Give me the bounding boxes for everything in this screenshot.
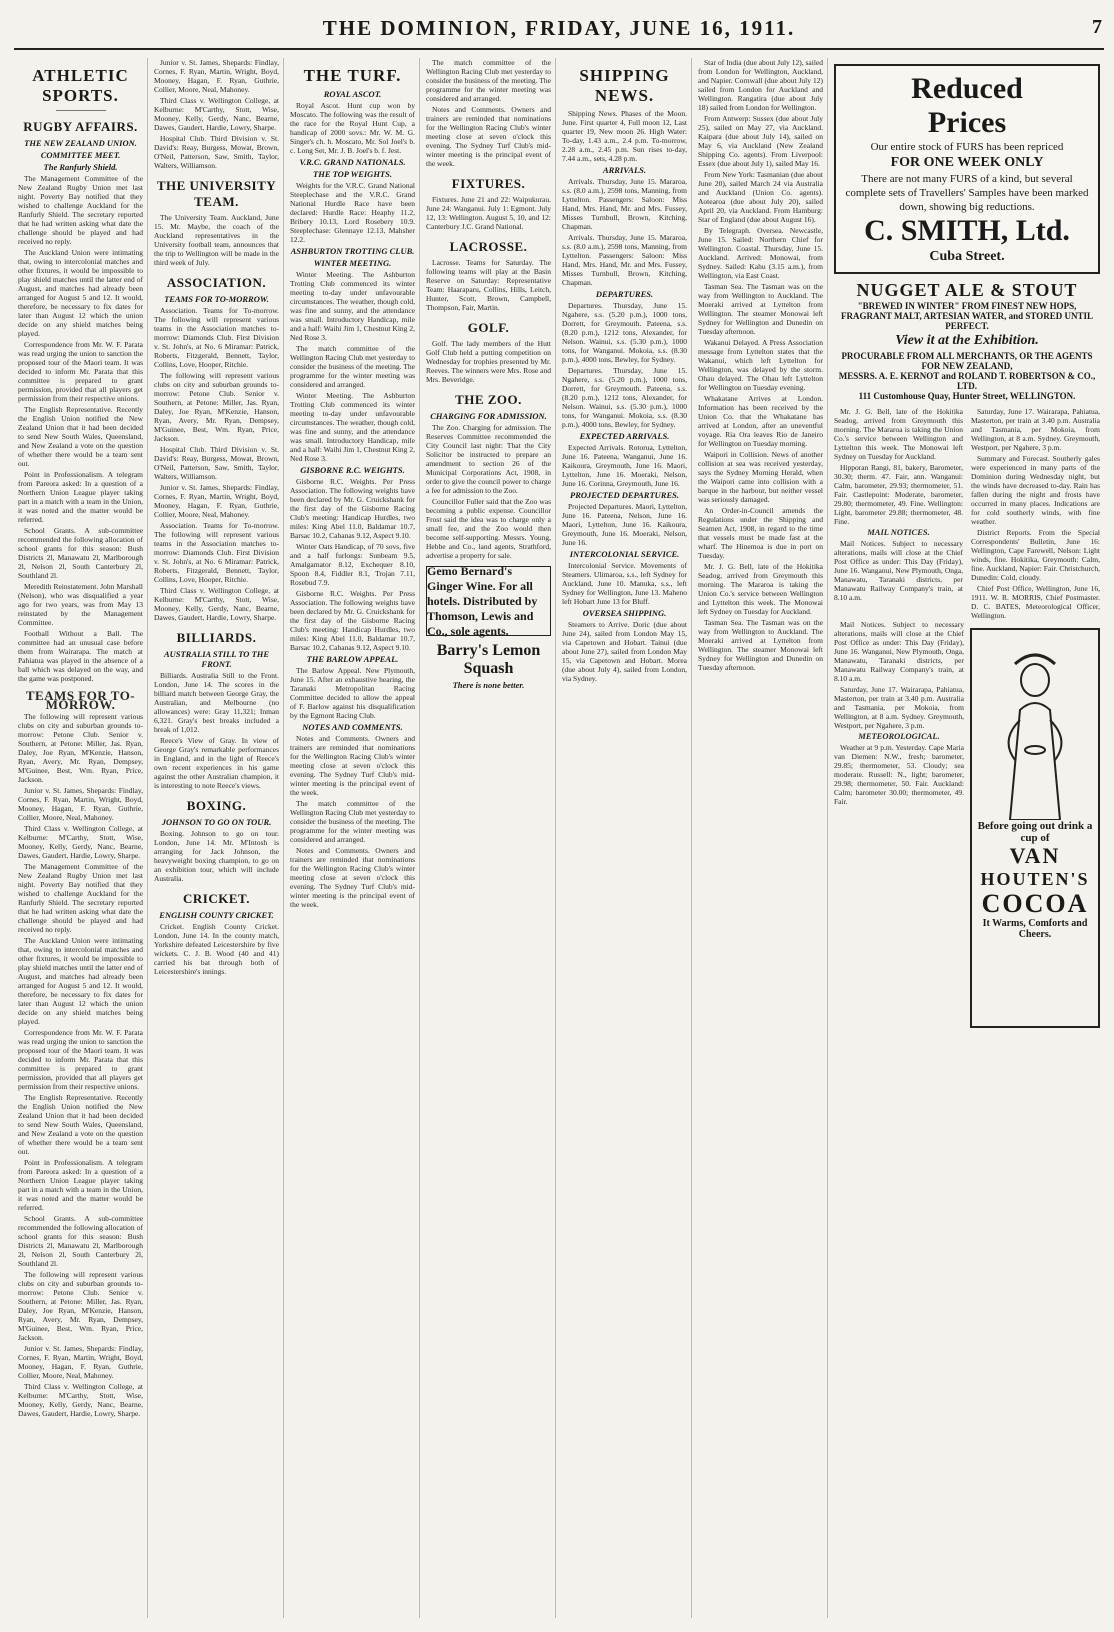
section-heading-golf: GOLF. [467,320,510,335]
column-6: Star of India (due about July 12), sailed from London for Wellington, Auckland, and Napier. Cornwall (due about July 12) sailed from London for Auckland and Wellington. Rangatira (due about July 18) sailed from London for Wellington. From Antwerp: Sussex (due about July 25), sailed on May 27, via Auckland. Kaipara (due about July 14), sailed on May 6, via Auckland (New Zealand Shipping Co. agents). From Liverpool: Essex (due about July 1), sailed May 16. From New York: Tasmanian (due about June 20), sailed March 24 via Australia and Auckland (Union Co. agents). Aotearoa (due about July 20), sailed April 20, via Auckland. From Hamburg: Star of England (due about August 16). By Telegraph. Oversea. Newcastle, June 15. Sailed: Northern Chief for Wellington. Coastal. Thursday, June 15. Auckland. Arrived: Monowai, from Sydney. Sailed: Kahu (3.15 a.m.), from Wellington, via East Coast. Tasman Sea. The Tasman was on the way from Wellington to Auckland. The Moeraki arrived at Lyttelton from Wellington. The steamer Monowai left Sydney for Wellington and Dunedin on Tuesday afternoon. Wakanui Delayed. A Press Association message from Lyttelton states that the Wakanui, which left Lyttelton for Wellington, was delayed by the storm. Ohau delayed. The Ohau left Lyttelton for Wellington on Tuesday evening. Whakatane Arrives at London. Information has been received by the Union Co. that the Whakatane has arrived at London, after an uneventful voyage. Ria Ora leaves Rio de Janeiro for Wellington on Tuesday morning. Waipori in Collision. News of another collision at sea was received yesterday, says the Sydney Morning Herald, when the Waipori came into collision with a barque in the harbour, but neither vessel was seriously damaged. An Order-in-Council amends the Regulations under the Shipping and Seamen Act, 1908, in regard to the time that vessels must be made fast at the wharf. The Hinemoa is due in port on Tuesday. Mr. J. G. Bell, late of the Hokitika Seadog, arrived from Greymouth this morning. The Mararoa is taking the Union Co.'s service between Wellington and Lyttelton this week. The Monowai left Sydney on Tuesday for Auckland. Tasman Sea. The Tasman was on the way from Wellington to Auckland. The Moeraki arrived at Lyttelton from Wellington. The steamer Monowai left Sydney for Wellington and Dunedin on Tuesday afternoon. [694,58,828,1618]
column-5: SHIPPING NEWS. Shipping News. Phases of the Moon. June. First quarter 4, Full moon 12, Last quarter 19, New moon 26. High Water: To-day, 1.43 a.m., 2.4 p.m. To-morrow, 2.28 a.m., 2.45 p.m. Sun rises to-day, 7.44 a.m., sets, 4.28 p.m. ARRIVALS. Arrivals. Thursday, June 15. Mararoa, s.s. (8.0 a.m.), 2598 tons, Manning, from Lyttelton. Passengers: Saloon: Miss Hand, Mrs. Hand, Mr. and Mrs. Fussey, Misses Turnbull, Brown, Kitching, Chapman. Arrivals. Thursday, June 15. Mararoa, s.s. (8.0 a.m.), 2598 tons, Manning, from Lyttelton. Passengers: Saloon: Miss Hand, Mrs. Hand, Mr. and Mrs. Fussey, Misses Turnbull, Brown, Kitching, Chapman. DEPARTURES. Departures. Thursday, June 15. Ngahere, s.s. (5.20 p.m.), 1000 tons, Dorrett, for Greymouth. Pateena, s.s. (8.20 p.m.), 1212 tons, Alexander, for Nelson. Wainui, s.s. (5.30 p.m.), 1000 tons, for Wanganui. Mokoia, s.s. (8.30 p.m.), 4000 tons, Bewley, for Sydney. Departures. Thursday, June 15. Ngahere, s.s. (5.20 p.m.), 1000 tons, Dorrett, for Greymouth. Pateena, s.s. (8.20 p.m.), 1212 tons, Alexander, for Nelson. Wainui, s.s. (5.30 p.m.), 1000 tons, for Wanganui. Mokoia, s.s. (8.30 p.m.), 4000 tons, Bewley, for Sydney. EXPECTED ARRIVALS. Expected Arrivals. Rotorua, Lyttelton, June 16. Pateena, Wanganui, June 16. Kaikoura, Greymouth, June 16. Maori, Lyttelton, June 16. Moeraki, Nelson, June 16. Corinna, Greymouth, June 16. PROJECTED DEPARTURES. Projected Departures. Maori, Lyttelton, June 16. Pateena, Nelson, June 16. Maori, Lyttelton, June 16. Kaikoura, Greymouth, June 16. Moeraki, Nelson, June 16. INTERCOLONIAL SERVICE. Intercolonial Service. Movements of Steamers. Ulimaroa, s.s., left Sydney for Auckland, June 10. Manuka, s.s., left Sydney for Wellington, June 13. Maheno left Hobart June 13 for Bluff. OVERSEA SHIPPING. Steamers to Arrive. Doric (due about June 24), sailed from London May 15, via Capetown and Hobart. Tainui (due about June 27), sailed from London May 15, via Capetown and Hobart. Morea (due about July 4), sailed from London, via Sydney. [558,58,692,1618]
section-heading-fixtures: FIXTURES. [451,176,526,191]
nugget-ale-ad: NUGGET ALE & STOUT "BREWED IN WINTER" FROM FINEST NEW HOPS, FRAGRANT MALT, ARTESIAN WATER, and STORED UNTIL PERFECT. View it at the Exhibition. PROCURABLE FROM ALL MERCHANTS, OR THE AGENTS FOR NEW ZEALAND, MESSRS. A. E. KERNOT and ROLAND T. ROBERTSON & CO., LTD. 111 Customhouse Quay, Hunter Street, WELLINGTON. [838,280,1096,401]
section-heading-university: THE UNIVERSITY TEAM. [156,178,277,209]
van-houtens-cocoa-ad: Before going out drink a cup of VAN HOUTEN'S COCOA It Warms, Comforts and Cheers. [970,628,1100,1028]
subheading-ranfurly: The Ranfurly Shield. [43,162,118,172]
masthead-title: THE DOMINION, FRIDAY, JUNE 16, 1911. [322,16,796,40]
section-heading-lacrosse: LACROSSE. [449,239,528,254]
masthead [14,10,1104,50]
fur-sale-ad: Reduced Prices Our entire stock of FURS has been repriced FOR ONE WEEK ONLY There are not many FURS of a kind, but several complete sets of Travellers' Samples have been marked down, showing big reductions. C. SMITH, Ltd. Cuba Street. [834,64,1100,274]
section-heading-cricket: CRICKET. [183,891,250,906]
section-heading-billiards: BILLIARDS. [176,630,257,645]
section-heading-boxing: BOXING. [186,798,247,813]
section-heading-association: ASSOCIATION. [166,275,267,290]
section-heading-teams: TEAMS FOR TO-MORROW. [25,688,136,712]
section-heading-shipping: SHIPPING NEWS. [579,66,670,105]
section-heading-zoo: THE ZOO. [455,392,522,407]
woman-figure-illustration [980,650,1090,820]
newspaper-page [14,10,1104,1622]
section-heading-rugby: RUGBY AFFAIRS. [23,119,138,134]
ginger-wine-ad: Gemo Bernard's Ginger Wine. For all hotels. Distributed by Thomson, Lewis and Co., sole agents. [426,566,551,636]
column-7: Reduced Prices Our entire stock of FURS has been repriced FOR ONE WEEK ONLY There are not many FURS of a kind, but several complete sets of Travellers' Samples have been marked down, showing big reductions. C. SMITH, Ltd. Cuba Street. NUGGET ALE & STOUT "BREWED IN WINTER" FROM FINEST NEW HOPS, FRAGRANT MALT, ARTESIAN WATER, and STORED UNTIL PERFECT. View it at the Exhibition. PROCURABLE FROM ALL MERCHANTS, OR THE AGENTS FOR NEW ZEALAND, MESSRS. A. E. KERNOT and ROLAND T. ROBERTSON & CO., LTD. 111 Customhouse Quay, Hunter Street, WELLINGTON. Mr. J. G. Bell, late of the Hokitika Seadog, arrived from Greymouth this morning. The Mararoa is taking the Union Co.'s service between Wellington and Lyttelton this week. The Monowai left Sydney on Tuesday for Auckland. Hipporan Rangi, 81, bakery, Barometer, 30.30; therm. 47. Fair, ann. Wanganui: Calm, barometer, 29.93; thermometer, 51. Fair. Castlepoint: Moderate, barometer, 29.80; thermometer, 49. Fine. Wellington: Light, barometer 29.88; thermometer, 48. Fine. MAIL NOTICES. Mail Notices. Subject to necessary alterations, mails will close at the Chief Post Office as under: This Day (Friday), June 16. Wanganui, New Plymouth, Onga, Manawatu, Taranaki districts, per Manawatu Railway Company's train, at 8.10 a.m. Saturday, June 17. Wairarapa, Pahiatua, Masterton, per train at 3.40 p.m. Australia and Tasmania, per Mokoia, from Wellington, at 8 a.m. Sydney. Greymouth, Westport, per Ngahere, 3 p.m. Summary and Forecast. Southerly gales were experienced in many parts of the Dominion during Wednesday night, but the winds have decreased to-day. Rain has fallen during the night and frosts have occurred in many places. Indications are for cold southerly winds, with fine weather. District Reports. From the Special Correspondents' Bulletin, June 16: Wellington, Cape Farewell, Nelson: Light winds, fine. Hokitika, Greymouth: Calm, fine. Auckland, Napier: Fair. Christchurch, Dunedin: Cold, cloudy. Chief Post Office, Wellington, June 16, 1911. W. R. MORRIS, Chief Postmaster. D. C. BATES, Meteorological Officer, Wellington. Mail Notices. Subject to necessary alterations, mails will close at the Chief Post Office as under: This Day (Friday), June 16. Wanganui, New Plymouth, Onga, Manawatu, Taranaki districts, per Manawatu Railway Company's train, at 8.10 a.m. Saturday, June 17. Wairarapa, Pahiatua, Masterton, per train at 3.40 p.m. Australia and Tasmania, per Mokoia, from Wellington, at 8 a.m. Sydney. Greymouth, Westport, per Ngahere, 3 p.m. METEOROLOGICAL. Weather at 9 p.m. Yesterday. Cape Maria van Diemen: N.W., fresh; barometer, 29.85; thermometer, 53. Cloudy; sea moderate. Russell: N., light; barometer, 29.98; thermometer, 50. Fair. Auckland: Calm; barometer 30.00; thermometer, 49. Fair. Before going out drink a cup of VAN HOUTEN'S COCOA It Warms, Comforts and Cheers. [830,58,1104,1618]
section-heading-athletic: ATHLETIC SPORTS. [32,66,129,105]
subheading-committee: COMMITTEE MEET. [40,150,121,160]
article-text: The Management Committee of the New Zealand Rugby Union met last night. Poverty Bay notified that they wished to challenge Auckland for the Ranfurly Shield. The secretary reported that he had written asking what date the challenge should be played and had received no reply. The Auckland Union were intimating that, owing to intercolonial matches and other fixtures, it would be impossible to play shield matches until the latter end of August, and matches had already been arranged for August 5 and 12. It would, therefore, be necessary to fix dates for later than August 12 which the union decide on any shield matches being played. Correspondence from Mr. W. F. Parata was read urging the union to sanction the proposed tour of the Maori team. It was decided to inform Mr. Parata that this committee is prepared to grant permission, provided that all players get permission from their respective unions. The English Representative. Recently the English Union notified the New Zealand Union that it had been decided to send New South Wales, Queensland, and New Zealand a vote on the question of whether there would be a team sent out. Point in Professionalism. A telegram from Pareora asked: In a question of a Northern Union League player taking part in a match with a team in the Union, it was noted and the matter would be referred. School Grants. A sub-committee recommended the following allocation of school grants for this season: Bush Districts 2l, Manawatu 2l, Marlborough 2l, Nelson 2l, South Canterbury 2l, Southland 2l. Meredith Reinstatement. John Marshall (Nelson), who was disqualified a year ago for two years, was from May 13 reinstated by the Management Committee. Football Without a Ball. The committee had an unusual case before them from Wairarapa. The match at Pahiatua was played in the absence of a ball which was delayed on the way, and the game was postponed. TEAMS FOR TO-MORROW. The following will represent various clubs on city and suburban grounds to-morrow: Petone Club. Senior v. Southern, at Petone: Miller, Jas. Ryan, Daley, Joe Ryan, M'Kenzie, Hanson, Ryan, Avery, Mr. Ryan, Dempsey, M'Guinee, Best, Wm. Ryan, Price, Jackson. Junior v. St. James, Shepards: Findlay, Cornes, F. Ryan, Martin, Wright, Boyd, Mooney, Hagan, F. Ryan, Guthrie, Collier, Moore, Neal, Mahoney. Third Class v. Wellington College, at Kelburne: M'Carthy, Stott, Wise, Mooney, Kelly, Gerdy, Nanc, Bearne, Dawes, Gaudert, Hardie, Lowry, Sharpe. The Management Committee of the New Zealand Rugby Union met last night. Poverty Bay notified that they wished to challenge Auckland for the Ranfurly Shield. The secretary reported that he had written asking what date the challenge should be played and had received no reply. The Auckland Union were intimating that, owing to intercolonial matches and other fixtures, it would be impossible to play shield matches until the latter end of August, and matches had already been arranged for August 5 and 12. It would, therefore, be necessary to fix dates for later than August 12 which the union decide on any shield matches being played. Correspondence from Mr. W. F. Parata was read urging the union to sanction the proposed tour of the Maori team. It was decided to inform Mr. Parata that this committee is prepared to grant permission, provided that all players get permission from their respective unions. The English Representative. Recently the English Union notified the New Zealand Union that it had been decided to send New South Wales, Queensland, and New Zealand a vote on the question of whether there would be a team sent out. Point in Professionalism. A telegram from Pareora asked: In a question of a Northern Union League player taking part in a match with a team in the Union, it was noted and the matter would be referred. School Grants. A sub-committee recommended the following allocation of school grants for this season: Bush Districts 2l, Manawatu 2l, Marlborough 2l, Nelson 2l, South Canterbury 2l, Southland 2l. The following will represent various clubs on city and suburban grounds to-morrow: Petone Club. Senior v. Southern, at Petone: Miller, Jas. Ryan, Daley, Joe Ryan, M'Kenzie, Hanson, Ryan, Avery, Mr. Ryan, Dempsey, M'Guinee, Best, Wm. Ryan, Price, Jackson. Junior v. St. James, Shepards: Findlay, Cornes, F. Ryan, Martin, Wright, Boyd, Mooney, Hagan, F. Ryan, Guthrie, Collier, Moore, Neal, Mahoney. Third Class v. Wellington College, at Kelburne: M'Carthy, Stott, Wise, Mooney, Kelly, Gerdy, Nanc, Bearne, Dawes, Gaudert, Hardie, Lowry, Sharpe. [18,174,143,1418]
column-3: THE TURF. ROYAL ASCOT. Royal Ascot. Hunt cup won by Moscato. The following was the result of the race for the Royal Hunt Cup, a handicap of 2000 sovs.: Mr. W. M. G. Singer's ch. h. Moscato, Mr. Sol Joel's b. c. Long Set, Mr. J. B. Joel's b. f. Jest. V.R.C. GRAND NATIONALS. THE TOP WEIGHTS. Weights for the V.R.C. Grand National Steeplechase and the V.R.C. Grand National Hurdle Race have been declared: Hurdle Race: Heaphy 11.2, Bribery 10.13, Lord Rosebery 10.9. Steeplechase: Glennaye 12.13, Mahsher 12.2. ASHBURTON TROTTING CLUB. WINTER MEETING. Winter Meeting. The Ashburton Trotting Club commenced its winter meeting to-day under unfavourable circumstances. The weather, though cold, was fine and sunny, and the attendance was small. Introductory Handicap, mile and a half: Waihi Jim 1, Chestnut King 2, Ned Rose 3. The match committee of the Wellington Racing Club met yesterday to consider the business of the meeting. The programme for the winter meeting was considered and arranged. Winter Meeting. The Ashburton Trotting Club commenced its winter meeting to-day under unfavourable circumstances. The weather, though cold, was fine and sunny, and the attendance was small. Introductory Handicap, mile and a half: Waihi Jim 1, Chestnut King 2, Ned Rose 3. GISBORNE R.C. WEIGHTS. Gisborne R.C. Weights. Per Press Association. The following weights have been declared by Mr. G. Cruickshank for the first day of the Gisborne Racing Club's meeting: Handicap Hurdles, two miles: King Abel 11.0, Baldamar 10.7, Barsac 10.2, Cabanas 9.12, Aspect 9.10. Winter Oats Handicap, of 70 sovs, five and a half furlongs: Sunbeam 9.5, Amalgamator 8.12, Exchequer 8.10, Spoon 8.4, Fiddler 8.1, Trojan 7.11, Rosebud 7.9. Gisborne R.C. Weights. Per Press Association. The following weights have been declared by Mr. G. Cruickshank for the first day of the Gisborne Racing Club's meeting: Handicap Hurdles, two miles: King Abel 11.0, Baldamar 10.7, Barsac 10.2, Cabanas 9.12, Aspect 9.10. THE BARLOW APPEAL. The Barlow Appeal. New Plymouth, June 15. After an exhaustive hearing, the Taranaki Metropolitan Racing Committee decided to allow the appeal of F. Barlow against his disqualification by the Egmont Racing Club. NOTES AND COMMENTS. Notes and Comments. Owners and trainers are reminded that nominations for the Wellington Racing Club's winter meeting close at seven o'clock this evening. The Sydney Turf Club's mid-winter meeting is the principal event of the week. The match committee of the Wellington Racing Club met yesterday to consider the business of the meeting. The programme for the winter meeting was considered and arranged. Notes and Comments. Owners and trainers are reminded that nominations for the Wellington Racing Club's winter meeting close at seven o'clock this evening. The Sydney Turf Club's mid-winter meeting is the principal event of the week. [286,58,420,1618]
column-4: The match committee of the Wellington Racing Club met yesterday to consider the business of the meeting. The programme for the winter meeting was considered and arranged. Notes and Comments. Owners and trainers are reminded that nominations for the Wellington Racing Club's winter meeting close at seven o'clock this evening. The Sydney Turf Club's mid-winter meeting is the principal event of the week. FIXTURES. Fixtures. June 21 and 22: Waipukurau. June 24: Wanganui. July 1: Egmont. July 12, 13: Wellington. August 5, 10, and 12: Canterbury J.C. Grand National. LACROSSE. Lacrosse. Teams for Saturday. The following teams will play at the Basin Reserve on Saturday: Representative Team: Haaraparu, Collins, Hills, Leitch, Hunter, Scott, Brown, Campbell, Thompson, Fair, Martin. GOLF. Golf. The lady members of the Hutt Golf Club held a putting competition on Wednesday for trophies presented by Mr. Reeves. The winners were Mrs. Rose and Mrs. Beveridge. THE ZOO. CHARGING FOR ADMISSION. The Zoo. Charging for admission. The Reserves Committee recommended the City Council last night: That the City Solicitor be instructed to prepare an amendment to section 26 of the Municipal Corporations Act, 1908, in order to give the council power to charge a fee for admission to the Zoo. Councillor Fuller said that the Zoo was becoming a public expense. Councillor Frost said the idea was to charge only a small fee, and the Zoo would then become self-supporting. Messrs. Young, Hebbe and Co., land agents, Strathford, advertise a property for sale. Gemo Bernard's Ginger Wine. For all hotels. Distributed by Thomson, Lewis and Co., sole agents. Barry's Lemon Squash There is none better. [422,58,556,1618]
column-2: Junior v. St. James, Shepards: Findlay, Cornes, F. Ryan, Martin, Wright, Boyd, Mooney, Hagan, F. Ryan, Guthrie, Collier, Moore, Neal, Mahoney. Third Class v. Wellington College, at Kelburne: M'Carthy, Stott, Wise, Mooney, Kelly, Gerdy, Nanc, Bearne, Dawes, Gaudert, Hardie, Lowry, Sharpe. Hospital Club. Third Division v. St. David's: Reay, Burgess, Mowat, Brown, O'Neil, Patterson, Saw, Smith, Taylor, Walters, Williamson. THE UNIVERSITY TEAM. The University Team. Auckland, June 15. Mr. Maybe, the coach of the Auckland representatives in the University football team, announces that the trip to Wellington will be made in the third week of July. ASSOCIATION. TEAMS FOR TO-MORROW. Association. Teams for To-morrow. The following will represent various teams in the Association matches to-morrow: Diamonds Club. First Division v. St. John's, at No. 6 Miramar: Patrick, Roberts, Fitzgerald, Bennett, Taylor, Collins, Love, Hooper, Ritchie. The following will represent various clubs on city and suburban grounds to-morrow: Petone Club. Senior v. Southern, at Petone: Miller, Jas. Ryan, Daley, Joe Ryan, M'Kenzie, Hanson, Ryan, Avery, Mr. Ryan, Dempsey, M'Guinee, Best, Wm. Ryan, Price, Jackson. Hospital Club. Third Division v. St. David's: Reay, Burgess, Mowat, Brown, O'Neil, Patterson, Saw, Smith, Taylor, Walters, Williamson. Junior v. St. James, Shepards: Findlay, Cornes, F. Ryan, Martin, Wright, Boyd, Mooney, Hagan, F. Ryan, Guthrie, Collier, Moore, Neal, Mahoney. Association. Teams for To-morrow. The following will represent various teams in the Association matches to-morrow: Diamonds Club. First Division v. St. John's, at No. 6 Miramar: Patrick, Roberts, Fitzgerald, Bennett, Taylor, Collins, Love, Hooper, Ritchie. Third Class v. Wellington College, at Kelburne: M'Carthy, Stott, Wise, Mooney, Kelly, Gerdy, Nanc, Bearne, Dawes, Gaudert, Hardie, Lowry, Sharpe. BILLIARDS. AUSTRALIA STILL TO THE FRONT. Billiards. Australia Still to the Front. London, June 14. The scores in the billiard match between George Gray, the Australian, and Melbourne (no allowances) were: Gray 11,321; Inman 6,321. Gray's best breaks included a break of 1,012. Reece's View of Gray. In view of George Gray's remarkable performances in England, and in the light of Reece's own recent experiences in his game against the other Australian champion, it is interesting to note Reece's views. BOXING. JOHNSON TO GO ON TOUR. Boxing. Johnson to go on tour. London, June 14. Mr. M'Intosh is arranging for Jack Johnson, the heavyweight boxing champion, to go on an exhibition tour, which will include Australia. CRICKET. ENGLISH COUNTY CRICKET. Cricket. English County Cricket. London, June 14. In the county match, Yorkshire defeated Leicestershire by five wickets. C. J. B. Wood (40 and 41) carried his bat through both of Leicestershire's innings. [150,58,284,1618]
section-heading-turf: THE TURF. [303,66,402,85]
subheading-nzunion: THE NEW ZEALAND UNION. [24,138,137,148]
lemon-squash-ad: Barry's Lemon Squash [436,642,541,677]
page-number: 7 [1092,16,1102,38]
column-1 [14,58,148,1618]
